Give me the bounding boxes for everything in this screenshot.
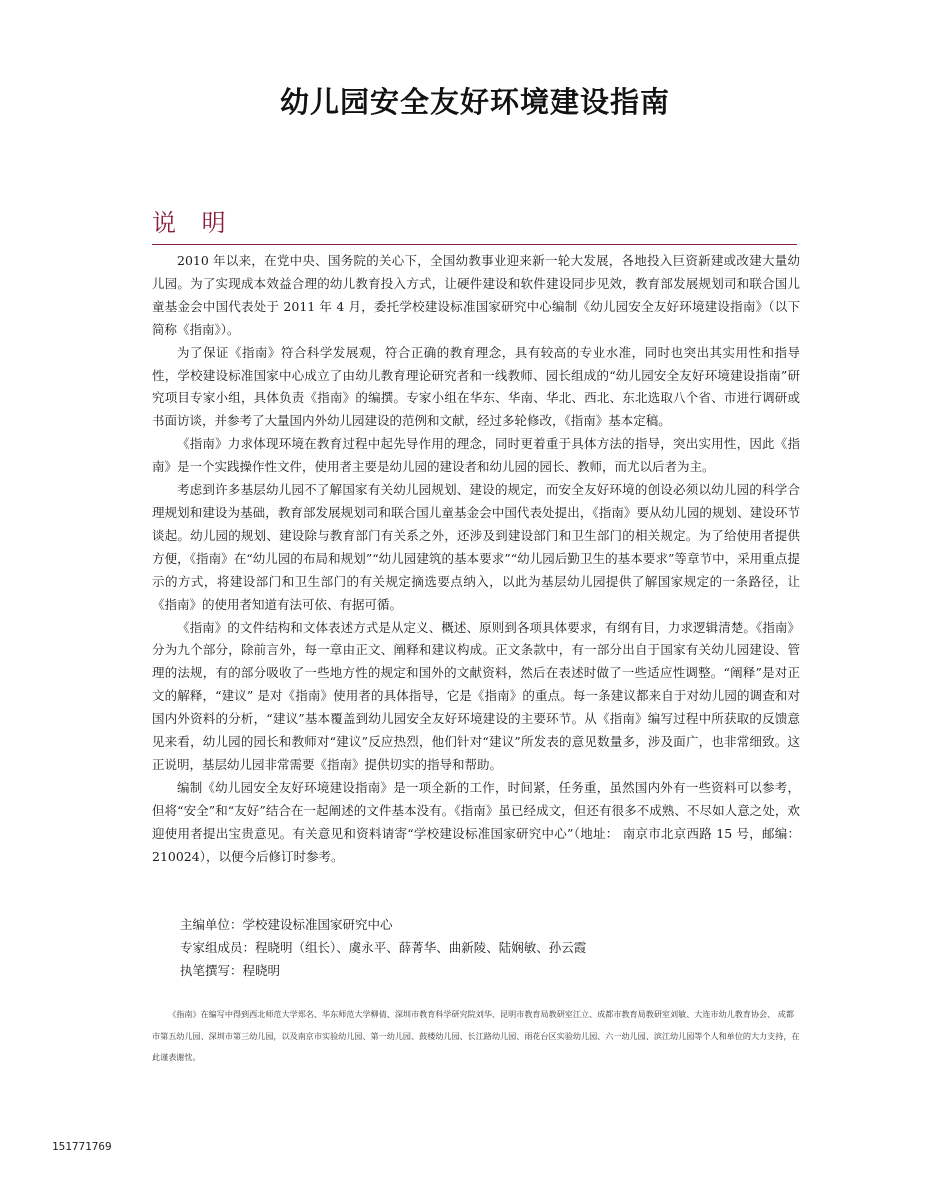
author-line: 执笔撰写：程晓明 <box>180 962 281 978</box>
paragraph: 《指南》的文件结构和文体表述方式是从定义、概述、原则到各项具体要求，有纲有目，力求逻辑清楚。《指南》分为九个部分，除前言外，每一章由正文、阐释和建议构成。正文条款中，有一部分出自于国家有关幼儿园建设、管理的法规，有的部分吸收了一些地方性的规定和国外的文献资料，然后在表述时做了一些适应性调整。“阐释”是对正文的解释，“建议” 是对《指南》使用者的具体指导，它是《指南》的重点。每一条建议都来自于对幼儿园的调查和对国内外资料的分析，“建议”基本覆盖到幼儿园安全友好环境建设的主要环节。从《指南》编写过程中所获取的反馈意见来看，幼儿园的园长和教师对“建议”反应热烈，他们针对“建议”所发表的意见数量多，涉及面广，也非常细致。这正说明，基层幼儿园非常需要《指南》提供切实的指导和帮助。 <box>152 619 800 772</box>
expert-group-line: 专家组成员：程晓明（组长）、虞永平、薛菁华、曲新陵、陆娴敏、孙云霞 <box>180 939 587 955</box>
paragraph: 为了保证《指南》符合科学发展观，符合正确的教育理念，具有较高的专业水准，同时也突出其实用性和指导性，学校建设标准国家中心成立了由幼儿教育理论研究者和一线教师、园长组成的“幼儿园安全友好环境建设指南”研究项目专家小组，具体负责《指南》的编撰。专家小组在华东、华南、华北、西北、东北选取八个省、市进行调研或书面访谈，并参考了大量国内外幼儿园建设的范例和文献，经过多轮修改，《指南》基本定稿。 <box>152 344 800 429</box>
paragraph: 《指南》力求体现环境在教育过程中起先导作用的理念，同时更着重于具体方法的指导，突出实用性，因此《指南》是一个实践操作性文件，使用者主要是幼儿园的建设者和幼儿园的园长、教师，而尤以后者为主。 <box>152 436 800 475</box>
body-text <box>152 250 800 868</box>
credits-block <box>180 914 800 983</box>
document-title: 幼儿园安全友好环境建设指南 <box>279 85 670 119</box>
paragraph: 考虑到许多基层幼儿园不了解国家有关幼儿园规划、建设的规定，而安全友好环境的创设必须以幼儿园的科学合理规划和建设为基础，教育部发展规划司和联合国儿童基金会中国代表处提出，《指南》要从幼儿园的规划、建设环节谈起。幼儿园的规划、建设除与教育部门有关系之外，还涉及到建设部门和卫生部门的相关规定。为了给使用者提供方便，《指南》在“幼儿园的布局和规划”“幼儿园建筑的基本要求”“幼儿园后勤卫生的基本要求”等章节中，采用重点提示的方式，将建设部门和卫生部门的有关规定摘选要点纳入，以此为基层幼儿园提供了解国家规定的一条路径，让《指南》的使用者知道有法可依、有据可循。 <box>152 482 800 612</box>
paragraph: 编制《幼儿园安全友好环境建设指南》是一项全新的工作，时间紧，任务重，虽然国内外有一些资料可以参考，但将“安全”和“友好”结合在一起阐述的文件基本没有。《指南》虽已经成文，但还有很多不成熟、不尽如人意之处，欢迎使用者提出宝贵意见。有关意见和资料请寄“学校建设标准国家研究中心”（地址： 南京市北京西路 15 号，邮编：210024），以便今后修订时参考。 <box>152 779 800 864</box>
footnote-text: 《指南》在编写中得到西北师范大学郑名、华东师范大学柳倩、深圳市教育科学研究院刘华、昆明市教育局教研室江立、成都市教育局教研室刘敏、大连市幼儿教育协会、 成都市第五幼儿园、深圳市第三幼儿园，以及南京市实验幼儿园、第一幼儿园、鼓楼幼儿园、长江路幼儿园、雨花台区实验幼儿园、六一幼儿园、滨江幼儿园等个人和单位的大力支持，在此谨表谢忱。 <box>152 1009 800 1062</box>
acknowledgement-footnote <box>152 1004 800 1069</box>
heading-divider <box>152 244 797 245</box>
section-heading: 说 明 <box>152 209 235 237</box>
editor-unit-line: 主编单位：学校建设标准国家研究中心 <box>180 917 393 932</box>
page-number: 151771769 <box>52 1140 112 1153</box>
paragraph: 2010 年以来，在党中央、国务院的关心下，全国幼教事业迎来新一轮大发展，各地投入巨资新建或改建大量幼儿园。为了实现成本效益合理的幼儿教育投入方式，让硬件建设和软件建设同步见效，教育部发展规划司和联合国儿童基金会中国代表处于 2011 年 4 月，委托学校建设标准国家研究中心编制《幼儿园安全友好环境建设指南》（以下简称《指南》）。 <box>152 253 800 337</box>
